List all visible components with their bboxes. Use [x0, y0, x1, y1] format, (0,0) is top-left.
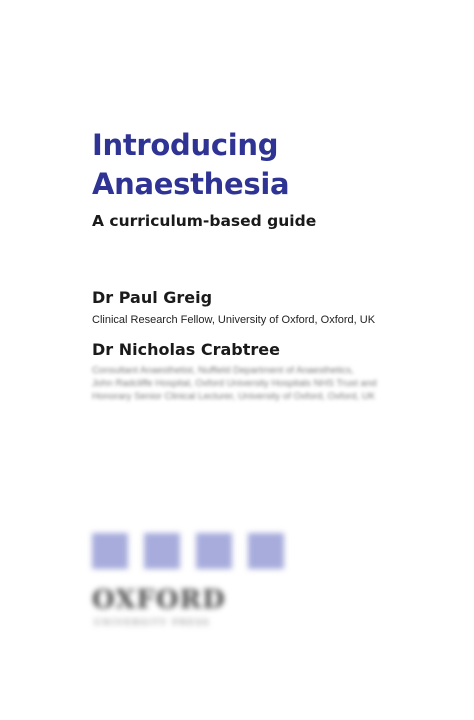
- publisher-square-1: [92, 533, 128, 569]
- book-title: [92, 126, 289, 204]
- publisher-logo-subline: UNIVERSITY PRESS: [94, 618, 211, 627]
- publisher-squares: [92, 533, 284, 569]
- author-2-affiliation-line-2: John Radcliffe Hospital, Oxford University Hospitals NHS Trust and: [92, 378, 377, 389]
- publisher-logo-word: OXFORD: [92, 585, 226, 615]
- author-2-affiliation-line-1: Consultant Anaesthetist, Nuffield Department of Anaesthetics,: [92, 365, 354, 376]
- book-subtitle: A curriculum-based guide: [92, 212, 317, 230]
- publisher-square-2: [144, 533, 180, 569]
- book-title-line-2: Anaesthesia: [92, 167, 290, 201]
- author-1-affiliation: Clinical Research Fellow, University of Oxford, Oxford, UK: [92, 314, 376, 326]
- publisher-square-4: [248, 533, 284, 569]
- author-2-affiliation: [92, 364, 422, 403]
- book-title-line-1: Introducing: [92, 128, 279, 162]
- author-1-name: Dr Paul Greig: [92, 288, 213, 307]
- author-2-name: Dr Nicholas Crabtree: [92, 340, 280, 359]
- author-2-affiliation-line-3: Honorary Senior Clinical Lecturer, University of Oxford, Oxford, UK: [92, 391, 376, 402]
- publisher-square-3: [196, 533, 232, 569]
- oxford-university-press-logo: [92, 533, 292, 633]
